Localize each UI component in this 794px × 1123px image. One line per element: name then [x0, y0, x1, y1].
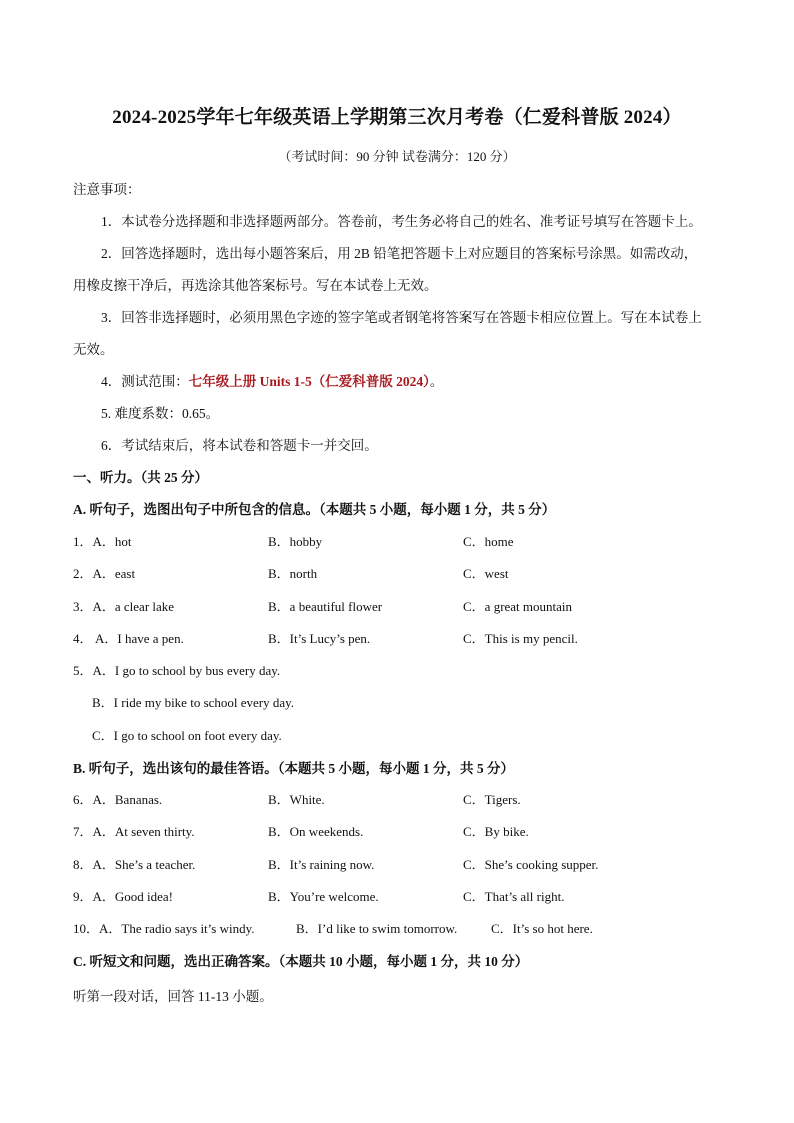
question-2-option-b: B．north	[268, 566, 318, 581]
question-10-option-c: C．It’s so hot here.	[491, 921, 593, 936]
note-item-4-suffix: 。	[429, 374, 444, 389]
note-item-2-cont: 用橡皮擦干净后，再选涂其他答案标号。写在本试卷上无效。	[73, 278, 438, 293]
part-c-intro: 听第一段对话，回答 11-13 小题。	[73, 989, 273, 1004]
question-9-option-c: C．That’s all right.	[463, 889, 565, 904]
question-10-option-b: B．I’d like to swim tomorrow.	[296, 921, 458, 936]
note-item-2: 2．回答选择题时，选出每小题答案后，用 2B 铅笔把答题卡上对应题目的答案标号涂黑。如需改动，	[101, 246, 698, 261]
question-7-option-b: B．On weekends.	[268, 824, 364, 839]
part-b-heading: B. 听句子，选出该句的最佳答语。（本题共 5 小题，每小题 1 分，共 5 分）	[73, 761, 515, 776]
note-item-4	[101, 370, 443, 390]
question-8-option-c: C．She’s cooking supper.	[463, 857, 599, 872]
question-5-option-a: 5．A．I go to school by bus every day.	[73, 663, 281, 678]
question-4-option-b: B．It’s Lucy’s pen.	[268, 631, 371, 646]
note-item-6: 6．考试结束后，将本试卷和答题卡一并交回。	[101, 438, 378, 453]
question-6-option-b: B．White.	[268, 792, 325, 807]
section-listening-heading: 一、听力。（共 25 分）	[73, 470, 208, 485]
question-1-option-b: B．hobby	[268, 534, 323, 549]
page-title: 2024-2025学年七年级英语上学期第三次月考卷（仁爱科普版 2024）	[112, 107, 682, 128]
note-item-4-prefix: 4．测试范围：	[101, 374, 189, 389]
question-9-option-b: B．You’re welcome.	[268, 889, 379, 904]
question-1-option-a: 1．A．hot	[73, 534, 132, 549]
question-9-option-a: 9．A．Good idea!	[73, 889, 174, 904]
question-4-option-c: C．This is my pencil.	[463, 631, 578, 646]
question-3-option-a: 3．A．a clear lake	[73, 599, 175, 614]
question-2-option-a: 2．A．east	[73, 566, 136, 581]
question-4-option-a: 4． A．I have a pen.	[73, 631, 184, 646]
question-5-option-b: B．I ride my bike to school every day.	[92, 695, 295, 710]
notes-heading: 注意事项：	[73, 182, 141, 197]
question-6-option-a: 6．A．Bananas.	[73, 792, 163, 807]
test-scope: 七年级上册 Units 1-5（仁爱科普版 2024）	[188, 374, 430, 389]
question-8-option-a: 8．A．She’s a teacher.	[73, 857, 196, 872]
note-item-3-cont: 无效。	[73, 342, 114, 357]
exam-info: （考试时间：90 分钟 试卷满分：120 分）	[278, 149, 516, 164]
question-10-option-a: 10．A．The radio says it’s windy.	[73, 921, 255, 936]
question-6-option-c: C．Tigers.	[463, 792, 521, 807]
question-8-option-b: B．It’s raining now.	[268, 857, 375, 872]
note-item-3: 3．回答非选择题时，必须用黑色字迹的签字笔或者钢笔将答案写在答题卡相应位置上。写在本试卷上	[101, 310, 702, 325]
question-5-option-c: C．I go to school on foot every day.	[92, 728, 282, 743]
note-item-5: 5. 难度系数：0.65。	[101, 406, 220, 421]
part-c-heading: C. 听短文和问题，选出正确答案。（本题共 10 小题，每小题 1 分，共 10 分）	[73, 954, 529, 969]
question-3-option-b: B．a beautiful flower	[268, 599, 383, 614]
part-a-heading: A. 听句子，选图出句子中所包含的信息。（本题共 5 小题，每小题 1 分，共 5 分）	[73, 502, 556, 517]
note-item-1: 1．本试卷分选择题和非选择题两部分。答卷前，考生务必将自己的姓名、准考证号填写在答题卡上。	[101, 214, 702, 229]
question-3-option-c: C．a great mountain	[463, 599, 573, 614]
question-1-option-c: C．home	[463, 534, 514, 549]
question-2-option-c: C．west	[463, 566, 509, 581]
question-7-option-a: 7．A．At seven thirty.	[73, 824, 195, 839]
question-7-option-c: C．By bike.	[463, 824, 529, 839]
